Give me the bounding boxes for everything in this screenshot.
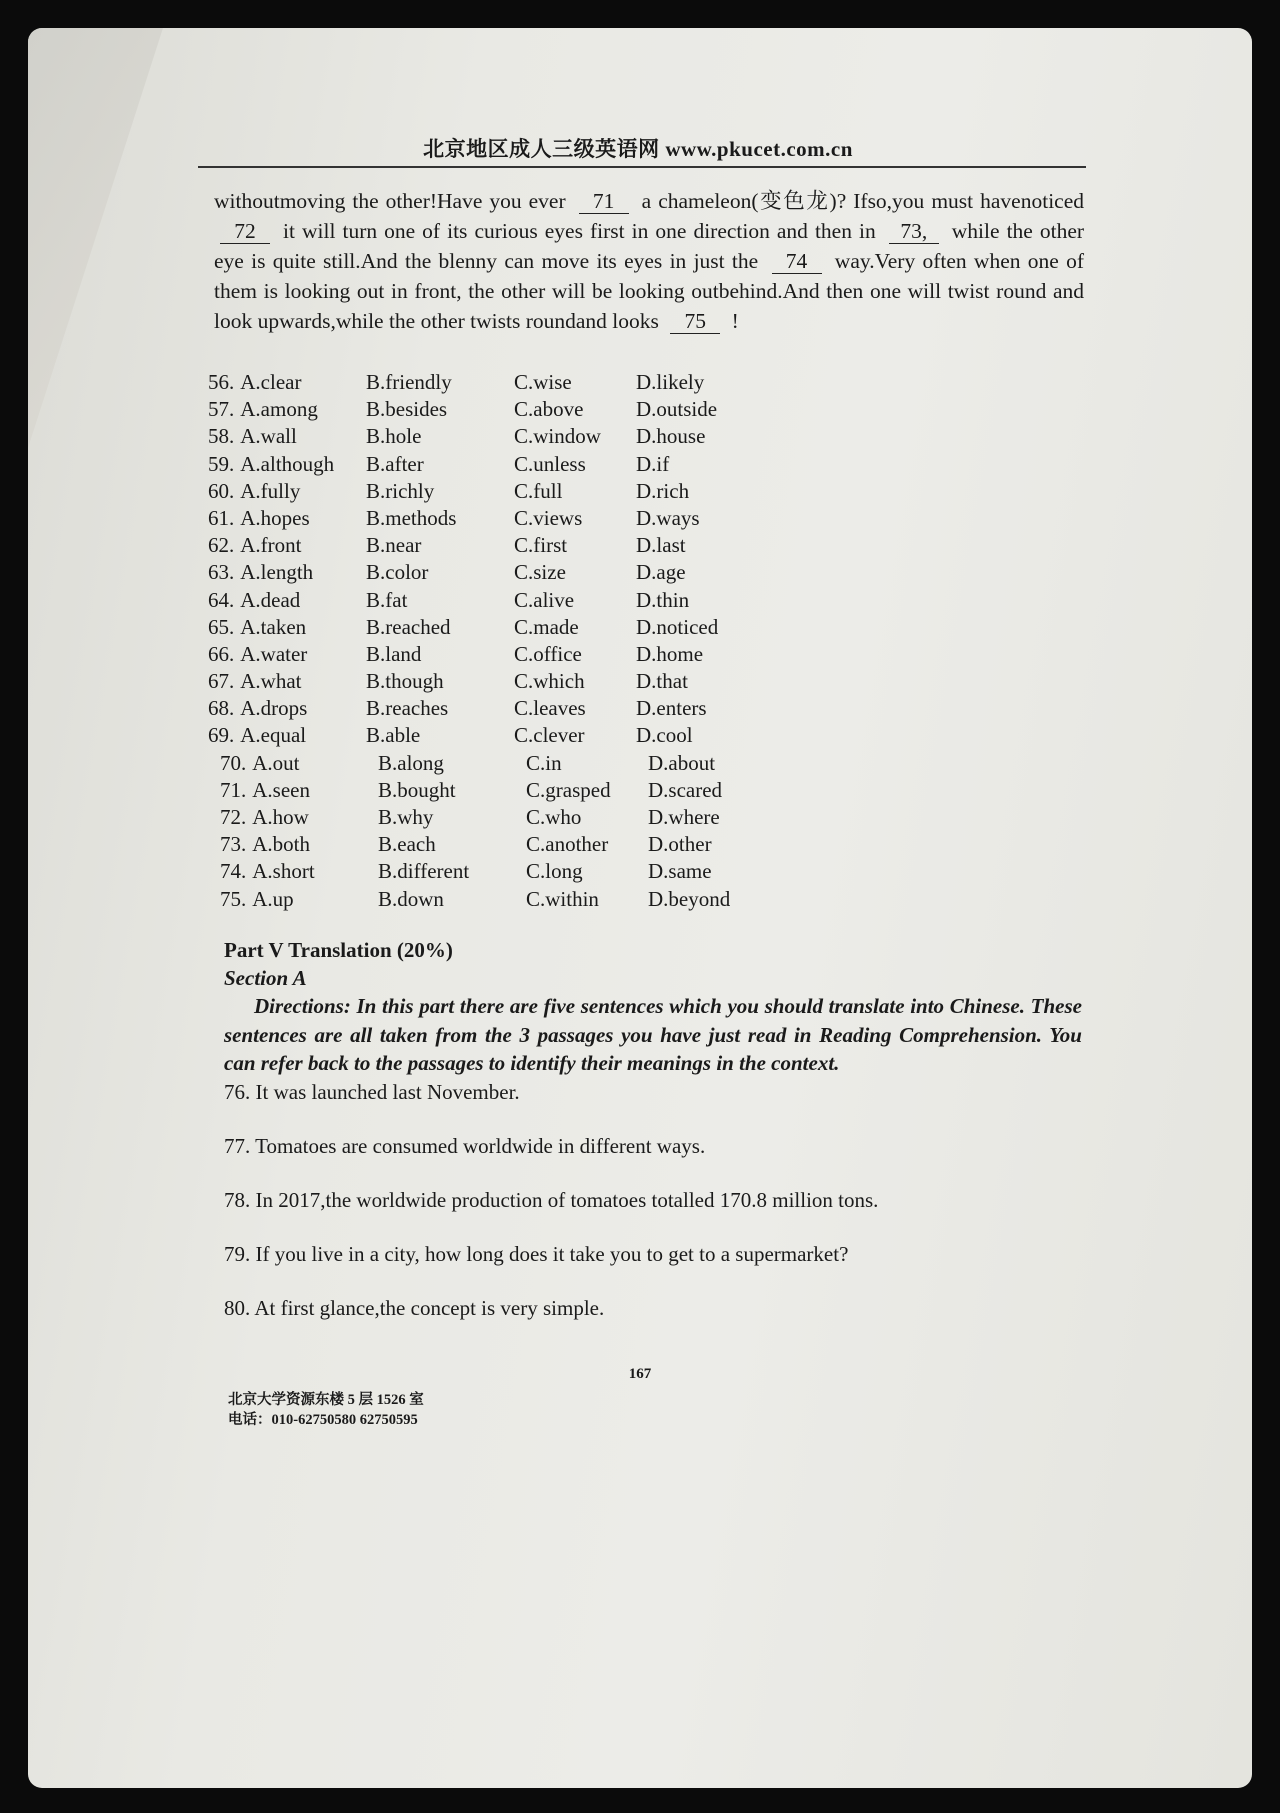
question-row [220, 859, 908, 886]
option-a: A.drops [240, 696, 308, 721]
directions-text: Directions: In this part there are five sentences which you should translate into Chinese. These sentences are all taken from the 3 passages you have just read in Reading Comprehension. You can refer back to the passages to identify their meanings in the context. [224, 994, 1082, 1075]
question-row [208, 615, 908, 642]
question-number-and-option-a [208, 560, 313, 585]
question-row [208, 723, 908, 750]
question-row [208, 533, 908, 560]
option-a: A.hopes [240, 505, 310, 530]
question-number-and-option-a [208, 588, 300, 613]
option-d: D.likely [636, 370, 705, 394]
option-d: D.where [648, 805, 720, 829]
page-number: 167 [628, 1366, 652, 1382]
question-number: 67. [208, 669, 235, 694]
question-row [220, 751, 908, 778]
question-number-and-option-a [208, 533, 302, 558]
footer-phone: 电话：010-62750580 62750595 [228, 1412, 418, 1428]
blank-number: 71 [579, 189, 629, 214]
option-a: A.among [240, 397, 318, 422]
option-d: D.rich [636, 478, 690, 503]
option-d: D.house [636, 424, 706, 449]
option-c: C.in [526, 750, 562, 775]
question-number-and-option-a [208, 723, 306, 748]
translation-sentence: 78. In 2017,the worldwide production of tomatoes totalled 170.8 million tons. [224, 1187, 879, 1212]
option-c: C.views [514, 505, 583, 530]
question-row [208, 560, 908, 587]
option-a: A.equal [240, 723, 307, 748]
option-b: B.methods [366, 505, 457, 530]
question-number: 58. [208, 424, 235, 449]
option-d: D.that [636, 669, 688, 694]
question-number-and-option-a [208, 479, 300, 504]
option-b: B.down [378, 886, 444, 911]
question-number: 56. [208, 370, 235, 394]
option-a: A.what [240, 669, 302, 694]
section-title: Section A [224, 966, 307, 990]
option-a: A.although [240, 451, 335, 476]
passage-text: a chameleon(变色龙)? Ifso,you must havenoticed [641, 189, 1085, 213]
option-d: D.last [636, 533, 686, 558]
option-d: D.thin [636, 587, 690, 612]
question-number: 65. [208, 614, 235, 639]
passage-text: withoutmoving the other!Have you ever [214, 189, 566, 213]
question-row [208, 669, 908, 696]
question-row [220, 778, 908, 805]
question-row [208, 479, 908, 506]
question-number-and-option-a [208, 696, 307, 721]
option-a: A.wall [240, 424, 297, 449]
option-a: A.seen [252, 777, 310, 802]
option-c: C.window [514, 424, 601, 449]
option-d: D.age [636, 560, 686, 585]
option-c: C.leaves [514, 696, 586, 721]
cloze-passage [214, 186, 1084, 336]
question-row [208, 696, 908, 723]
blank-number: 74 [772, 249, 822, 274]
option-b: B.able [366, 723, 421, 748]
question-row [220, 887, 908, 914]
option-c: C.made [514, 614, 579, 639]
option-c: C.unless [514, 451, 586, 476]
question-row [208, 452, 908, 479]
question-number-and-option-a [220, 778, 310, 803]
option-a: A.front [240, 533, 302, 558]
question-row [220, 832, 908, 859]
question-number: 60. [208, 478, 235, 503]
question-row [208, 370, 908, 397]
option-c: C.long [526, 859, 583, 884]
option-a: A.up [252, 886, 294, 911]
question-number: 62. [208, 533, 235, 558]
question-number: 63. [208, 560, 235, 585]
option-b: B.richly [366, 478, 435, 503]
option-b: B.bought [378, 777, 456, 802]
cloze-options-list [208, 370, 908, 914]
question-row [208, 397, 908, 424]
question-number-and-option-a [220, 805, 309, 830]
option-c: C.who [526, 805, 582, 829]
option-d: D.noticed [636, 614, 719, 639]
part-title: Part V Translation (20%) [224, 938, 453, 962]
option-b: B.friendly [366, 370, 452, 394]
header-rule [198, 166, 1086, 168]
question-number-and-option-a [208, 669, 302, 694]
option-c: C.within [526, 886, 599, 911]
question-number: 68. [208, 696, 235, 721]
question-number: 57. [208, 397, 235, 422]
option-d: D.same [648, 859, 712, 884]
question-number-and-option-a [208, 615, 306, 640]
option-a: A.both [252, 832, 310, 857]
option-d: D.ways [636, 505, 700, 530]
question-row [208, 642, 908, 669]
blank-number: 75 [670, 309, 720, 334]
option-c: C.first [514, 533, 568, 558]
option-b: B.near [366, 533, 422, 558]
question-number: 69. [208, 723, 235, 748]
question-number-and-option-a [208, 642, 307, 667]
question-number-and-option-a [208, 424, 297, 449]
question-number-and-option-a [208, 370, 301, 395]
translation-sentence: 77. Tomatoes are consumed worldwide in different ways. [224, 1133, 706, 1158]
blank-number: 73, [889, 219, 939, 244]
option-c: C.full [514, 478, 563, 503]
question-row [220, 805, 908, 832]
translation-sentences [224, 1078, 1082, 1322]
option-c: C.another [526, 832, 609, 857]
option-d: D.home [636, 641, 704, 666]
question-row [208, 424, 908, 451]
option-a: A.out [252, 750, 300, 775]
option-c: C.size [514, 560, 566, 585]
question-row [208, 506, 908, 533]
option-a: A.fully [240, 478, 301, 503]
option-b: B.land [366, 641, 422, 666]
translation-section [224, 936, 1082, 1322]
question-number-and-option-a [208, 452, 334, 477]
translation-sentence: 80. At first glance,the concept is very simple. [224, 1295, 605, 1320]
option-a: A.how [252, 805, 309, 829]
option-b: B.why [378, 805, 434, 829]
question-number-and-option-a [208, 506, 310, 531]
question-number: 66. [208, 641, 235, 666]
option-c: C.alive [514, 587, 575, 612]
option-b: B.different [378, 859, 470, 884]
question-number-and-option-a [220, 859, 315, 884]
paper-sheet [28, 28, 1252, 1788]
option-b: B.each [378, 832, 436, 857]
option-d: D.scared [648, 777, 723, 802]
question-number-and-option-a [208, 397, 318, 422]
question-number-and-option-a [220, 832, 310, 857]
option-b: B.fat [366, 587, 408, 612]
option-b: B.besides [366, 397, 448, 422]
option-c: C.clever [514, 723, 585, 748]
option-d: D.enters [636, 696, 707, 721]
option-d: D.outside [636, 397, 718, 422]
footer-address: 北京大学资源东楼 5 层 1526 室 [228, 1392, 424, 1408]
option-b: B.though [366, 669, 444, 694]
question-row [208, 588, 908, 615]
option-b: B.reaches [366, 696, 449, 721]
option-d: D.other [648, 832, 712, 857]
option-b: B.color [366, 560, 429, 585]
passage-text: while the other eye is quite still.And the blenny can move its eyes in just the [214, 219, 1085, 273]
option-a: A.taken [240, 614, 307, 639]
option-c: C.wise [514, 370, 572, 394]
passage-text: way.Very often when one of them is looking out in front, the other will be looking outbehind.And then one will twist round and look upwards,while the other twists roundand looks [214, 249, 1085, 333]
option-d: D.if [636, 451, 670, 476]
question-number: 75. [220, 886, 247, 911]
option-a: A.clear [240, 370, 302, 394]
option-b: B.hole [366, 424, 422, 449]
question-number: 70. [220, 750, 247, 775]
question-number: 64. [208, 587, 235, 612]
question-number: 74. [220, 859, 247, 884]
passage-text: ! [731, 309, 739, 333]
option-d: D.beyond [648, 886, 731, 911]
passage-text: it will turn one of its curious eyes first in one direction and then in [283, 219, 876, 243]
question-number: 72. [220, 805, 247, 829]
option-c: C.office [514, 641, 582, 666]
translation-sentence: 76. It was launched last November. [224, 1079, 520, 1104]
option-a: A.length [240, 560, 314, 585]
option-c: C.which [514, 669, 585, 694]
translation-sentence: 79. If you live in a city, how long does it take you to get to a supermarket? [224, 1241, 849, 1266]
option-a: A.water [240, 641, 308, 666]
option-b: B.after [366, 451, 424, 476]
option-c: C.grasped [526, 777, 611, 802]
question-number-and-option-a [220, 887, 294, 912]
option-b: B.along [378, 750, 444, 775]
question-number-and-option-a [220, 751, 300, 776]
option-d: D.cool [636, 723, 693, 748]
option-d: D.about [648, 750, 716, 775]
question-number: 59. [208, 451, 235, 476]
question-number: 61. [208, 505, 235, 530]
option-b: B.reached [366, 614, 451, 639]
blank-number: 72 [220, 219, 270, 244]
option-a: A.dead [240, 587, 301, 612]
question-number: 73. [220, 832, 247, 857]
option-c: C.above [514, 397, 584, 422]
option-a: A.short [252, 859, 315, 884]
page-header: 北京地区成人三级英语网 www.pkucet.com.cn [423, 137, 853, 161]
page-footer [228, 1390, 424, 1430]
question-number: 71. [220, 777, 247, 802]
